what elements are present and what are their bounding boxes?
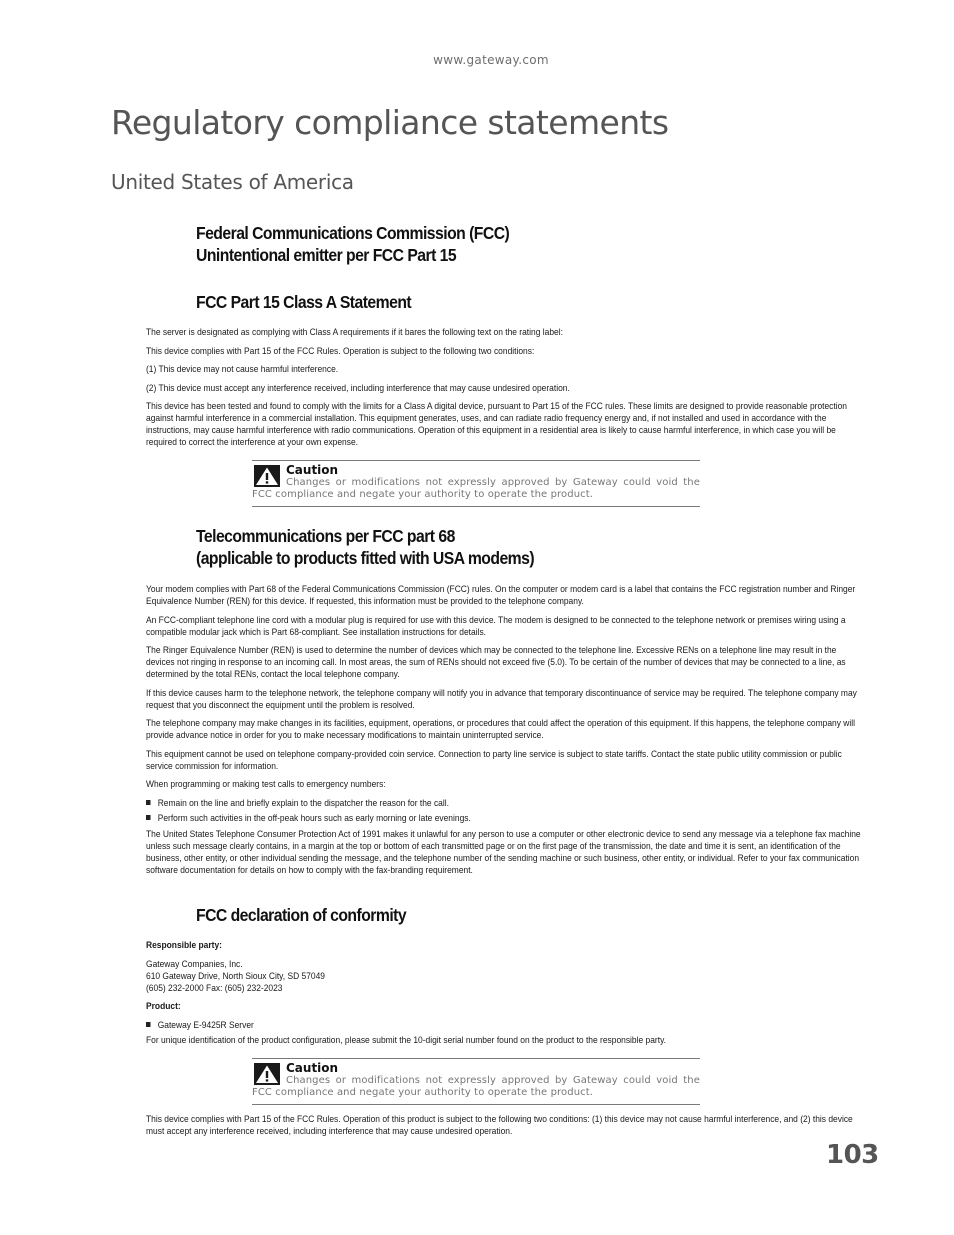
fcc-heading: [196, 222, 509, 266]
telecom-paragraph: The telephone company may make changes in its facilities, equipment, operations, or procedures that could affect the operation of this equipment. If this happens, the telephone company will provide advance notice in order for you to make necessary modifications to maintain uninterrupted service.: [146, 717, 856, 740]
telecom-paragraph: Your modem complies with Part 68 of the Federal Communications Commission (FCC) rules. On the computer or modem card is a label that contains the FCC registration number and Ringer Equivalence Number (REN) for this device. If requested, this information must be provided to the telephone company.: [146, 583, 856, 606]
caution-title: Caution: [286, 1061, 339, 1075]
telecom-paragraph: This equipment cannot be used on telephone company-provided coin service. Connection to party line service is subject to state tariffs. Contact the state public utility commission or public service commission for information.: [146, 747, 842, 771]
telecom-heading: [196, 525, 534, 569]
bullet-square-icon: [146, 1022, 151, 1027]
telecom-body: [146, 583, 866, 883]
caution-text: Changes or modifications not expressly approved by Gateway could void the FCC compliance and negate your authority to operate the product.: [252, 477, 700, 500]
product-name: Gateway E-9425R Server: [157, 1018, 254, 1030]
final-statement: This device complies with Part 15 of the FCC Rules. Operation of this product is subject to the following two conditions: (1) this device may not cause harmful interference, and (2) this device must accept any interference received, including interference that may cause undesired operation.: [146, 1113, 853, 1136]
responsible-party-address: [146, 958, 866, 994]
warning-triangle-icon: [254, 1063, 280, 1085]
warning-triangle-icon: [254, 465, 280, 487]
fcc-heading-line1: Federal Communications Commission (FCC): [196, 223, 510, 243]
country-heading: United States of America: [111, 170, 354, 194]
final-statement-block: [146, 1113, 866, 1144]
bullet-square-icon: [146, 815, 151, 820]
company-name: Gateway Companies, Inc.: [146, 957, 243, 969]
telecom-heading-line1: Telecommunications per FCC part 68: [196, 526, 455, 546]
class-a-paragraph: This device complies with Part 15 of the FCC Rules. Operation is subject to the following two conditions:: [146, 344, 535, 356]
telecom-heading-line2: (applicable to products fitted with USA modems): [196, 548, 535, 568]
caution-box: [252, 1058, 700, 1105]
telecom-paragraph: An FCC-compliant telephone line cord with a modular plug is required for use with this device. The modem is designed to be connected to the telephone network or premises wiring using a compatible modular jack which is Part 68-compliant. See installation instructions for details.: [146, 613, 846, 637]
caution-title: Caution: [286, 463, 339, 477]
list-item: [146, 1019, 866, 1031]
telecom-closing: The United States Telephone Consumer Protection Act of 1991 makes it unlawful for any person to use a computer or other electronic device to send any message via a telephone fax machine unless such message clearly contains, in a margin at the top or bottom of each transmitted page or on the first page of the transmission, the date and time it is sent, an identification of the business, other entity, or other individual sending the message, and the telephone number of the sending machine or such business, other entity, or individual. Refer to your fax communication software documentation for details on how to comply with the fax-branding requirement.: [146, 828, 861, 875]
product-label: Product:: [146, 1000, 181, 1011]
caution-text: Changes or modifications not expressly approved by Gateway could void the FCC compliance and negate your authority to operate the product.: [252, 1075, 700, 1098]
company-phone: (605) 232-2000 Fax: (605) 232-2023: [146, 981, 283, 993]
telecom-paragraph: When programming or making test calls to emergency numbers:: [146, 778, 386, 789]
class-a-body: [146, 326, 866, 455]
conformity-heading: FCC declaration of conformity: [196, 905, 407, 925]
fcc-heading-line2: Unintentional emitter per FCC Part 15: [196, 245, 457, 265]
site-url: www.gateway.com: [433, 53, 549, 67]
class-a-paragraph: This device has been tested and found to comply with the limits for a Class A digital device, pursuant to Part 15 of the FCC rules. These limits are designed to provide reasonable protection against harmful interference in a commercial installation. This equipment generates, uses, and can radiate radio frequency energy and, if not installed and used in accordance with the instructions, may cause harmful interference with radio communications. Operation of this equipment in a residential area is likely to cause harmful interference, in which case you will be required to correct the interference at your own expense.: [146, 400, 848, 447]
class-a-paragraph: (2) This device must accept any interference received, including interference that may cause undesired operation.: [146, 381, 570, 393]
telecom-paragraph: The Ringer Equivalence Number (REN) is used to determine the number of devices which may be connected to the telephone line. Excessive RENs on a telephone line may result in the devices not ringing in response to an incoming call. In most areas, the sum of RENs should not exceed five (5.0). To be certain of the number of devices that may be connected to a line, as determined by the total RENs, contact the local telephone company.: [146, 644, 846, 679]
page-number: 103: [826, 1140, 879, 1170]
list-item-text: Remain on the line and briefly explain to the dispatcher the reason for the call.: [157, 796, 449, 808]
page-title: Regulatory compliance statements: [111, 103, 669, 142]
list-item-text: Perform such activities in the off-peak hours such as early morning or late evenings.: [157, 812, 471, 823]
caution-box: [252, 460, 700, 507]
company-address: 610 Gateway Drive, North Sioux City, SD 57049: [146, 969, 325, 981]
bullet-square-icon: [146, 800, 151, 805]
telecom-paragraph: If this device causes harm to the telephone network, the telephone company will notify you in advance that temporary discontinuance of service may be required. The telephone company may request that you disconnect the equipment until the problem is resolved.: [146, 686, 857, 710]
class-a-paragraph: (1) This device may not cause harmful interference.: [146, 363, 339, 374]
identification-text: For unique identification of the product configuration, please submit the 10-digit serial number found on the product to the responsible party.: [146, 1034, 667, 1045]
list-item: [146, 797, 866, 809]
class-a-paragraph: The server is designated as complying with Class A requirements if it bares the following text on the rating label:: [146, 326, 563, 337]
class-a-heading: FCC Part 15 Class A Statement: [196, 292, 412, 312]
responsible-party-label: Responsible party:: [146, 939, 222, 950]
list-item: [146, 812, 866, 824]
conformity-body: [146, 939, 866, 1053]
